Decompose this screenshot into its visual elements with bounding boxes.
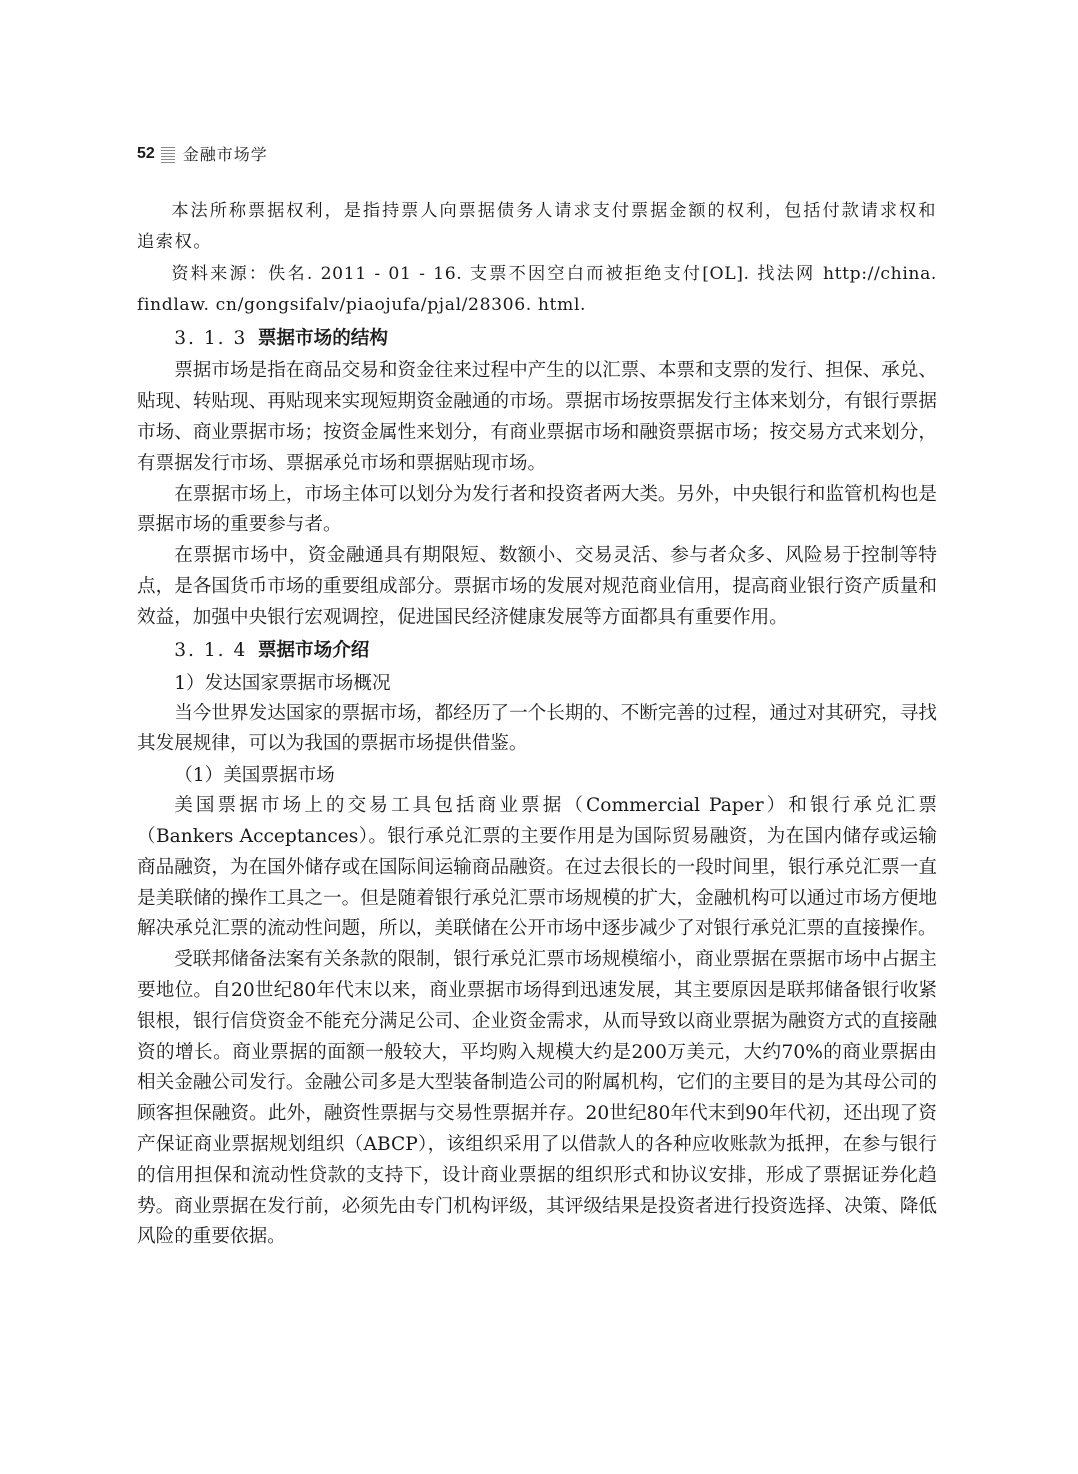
law-excerpt: 本法所称票据权利，是指持票人向票据债务人请求支付票据金额的权利，包括付款请求权和追索权。 bbox=[137, 201, 937, 252]
section-title: 票据市场的结构 bbox=[257, 328, 388, 350]
book-title: 金融市场学 bbox=[182, 147, 268, 164]
subsection-heading: 1）发达国家票据市场概况 bbox=[174, 672, 391, 694]
section-heading-3-1-3 bbox=[137, 322, 937, 356]
section-title: 票据市场介绍 bbox=[257, 639, 370, 661]
section-number: 3. 1. 3 bbox=[174, 328, 248, 350]
source-citation: 资料来源：佚名. 2011 - 01 - 16. 支票不因空白而被拒绝支付[OL]. 找法网 http://china. findlaw. cn/gongsifalv/piaojufa/pjal/28306. html. bbox=[137, 264, 937, 315]
header-decoration bbox=[161, 145, 175, 163]
paragraph: 受联邦储备法案有关条款的限制，银行承兑汇票市场规模缩小，商业票据在票据市场中占据主要地位。自20世纪80年代末以来，商业票据市场得到迅速发展，其主要原因是联邦储备银行收紧银根，银行信贷资金不能充分满足公司、企业资金需求，从而导致以商业票据为融资方式的直接融资的增长。商业票据的面额一般较大，平均购入规模大约是200万美元，大约70%的商业票据由相关金融公司发行。金融公司多是大型装备制造公司的附属机构，它们的主要目的是为其母公司的顾客担保融资。此外，融资性票据与交易性票据并存。20世纪80年代末到90年代初，还出现了资产保证商业票据规划组织（ABCP），该组织采用了以借款人的各种应收账款为抵押，在参与银行的信用担保和流动性贷款的支持下，设计商业票据的组织形式和协议安排，形成了票据证券化趋势。商业票据在发行前，必须先由专门机构评级，其评级结果是投资者进行投资选择、决策、降低风险的重要依据。 bbox=[137, 949, 937, 1248]
paragraph: 美国票据市场上的交易工具包括商业票据（Commercial Paper）和银行承兑汇票（Bankers Acceptances）。银行承兑汇票的主要作用是为国际贸易融资，为在国内储存或运输商品融资，为在国外储存或在国际间运输商品融资。在过去很长的一段时间里，银行承兑汇票一直是美联储的操作工具之一。但是随着银行承兑汇票市场规模的扩大，金融机构可以通过市场方便地解决承兑汇票的流动性问题，所以，美联储在公开市场中逐步减少了对银行承兑汇票的直接操作。 bbox=[137, 795, 937, 940]
section-number: 3. 1. 4 bbox=[174, 639, 248, 661]
subsection-heading: （1）美国票据市场 bbox=[174, 765, 335, 787]
paragraph: 在票据市场中，资金融通具有期限短、数额小、交易灵活、参与者众多、风险易于控制等特点，是各国货币市场的重要组成部分。票据市场的发展对规范商业信用，提高商业银行资产质量和效益，加强中央银行宏观调控，促进国民经济健康发展等方面都具有重要作用。 bbox=[137, 545, 937, 628]
page-number: 52 bbox=[137, 144, 155, 162]
paragraph: 当今世界发达国家的票据市场，都经历了一个长期的、不断完善的过程，通过对其研究，寻找其发展规律，可以为我国的票据市场提供借鉴。 bbox=[137, 702, 937, 755]
paragraph: 在票据市场上，市场主体可以划分为发行者和投资者两大类。另外，中央银行和监管机构也是票据市场的重要参与者。 bbox=[137, 483, 937, 536]
page-header bbox=[137, 142, 268, 165]
section-heading-3-1-4 bbox=[137, 634, 937, 668]
paragraph: 票据市场是指在商品交易和资金往来过程中产生的以汇票、本票和支票的发行、担保、承兑、贴现、转贴现、再贴现来实现短期资金融通的市场。票据市场按票据发行主体来划分，有银行票据市场、商业票据市场；按资金属性来划分，有商业票据市场和融资票据市场；按交易方式来划分，有票据发行市场、票据承兑市场和票据贴现市场。 bbox=[137, 360, 937, 474]
page-body bbox=[137, 196, 937, 1253]
